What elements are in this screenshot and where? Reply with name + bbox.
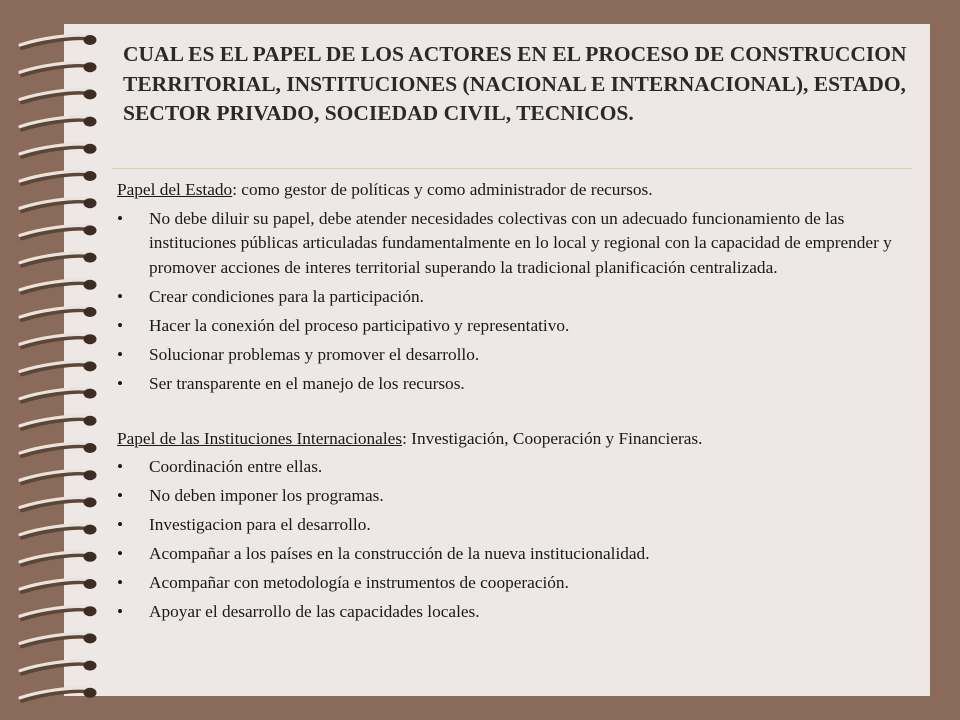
spiral-ring bbox=[20, 307, 97, 320]
spiral-ring bbox=[20, 606, 97, 619]
bullet-list-internacionales bbox=[117, 455, 917, 625]
spiral-ring bbox=[20, 171, 97, 184]
spiral-ring bbox=[20, 334, 97, 347]
spiral-ring bbox=[20, 144, 97, 157]
bullet-item: • Ser transparente en el manejo de los recursos. bbox=[117, 372, 917, 397]
spiral-ring bbox=[20, 661, 97, 674]
bullet-item: • Acompañar a los países en la construcción de la nueva institucionalidad. bbox=[117, 542, 917, 567]
spiral-ring bbox=[20, 470, 97, 483]
spiral-ring bbox=[20, 497, 97, 510]
spiral-ring bbox=[20, 62, 97, 75]
slide-title: CUAL ES EL PAPEL DE LOS ACTORES EN EL PROCESO DE CONSTRUCCION TERRITORIAL, INSTITUCIONES (NACIONAL E INTERNACIONAL), ESTADO, SECTOR PRIVADO, SOCIEDAD CIVIL, TECNICOS. bbox=[123, 42, 907, 125]
title-divider bbox=[112, 168, 912, 169]
section-heading-internacionales bbox=[117, 427, 917, 452]
spiral-ring bbox=[20, 443, 97, 456]
spiral-ring bbox=[20, 253, 97, 266]
spiral-ring bbox=[20, 688, 97, 701]
section-heading-label: Papel del Estado bbox=[117, 180, 233, 199]
spiral-ring bbox=[20, 525, 97, 538]
bullet-item: • Crear condiciones para la participación. bbox=[117, 285, 917, 310]
bullet-item: • Acompañar con metodología e instrumentos de cooperación. bbox=[117, 571, 917, 596]
spiral-ring bbox=[20, 225, 97, 238]
bullet-item: • Solucionar problemas y promover el desarrollo. bbox=[117, 343, 917, 368]
spiral-ring bbox=[20, 35, 97, 48]
spiral-ring bbox=[20, 89, 97, 102]
section-heading-text: : Investigación, Cooperación y Financieras. bbox=[402, 428, 703, 448]
bullet-item: • Investigacion para el desarrollo. bbox=[117, 513, 917, 538]
spiral-ring bbox=[20, 389, 97, 402]
bullet-item: • Hacer la conexión del proceso participativo y representativo. bbox=[117, 314, 917, 339]
spiral-ring bbox=[20, 198, 97, 211]
bullet-item: • No debe diluir su papel, debe atender necesidades colectivas con un adecuado funcionamiento de las instituciones públicas articuladas fundamentalmente en lo local y regional con la capacidad de emprender y promover acciones de interes territorial superando la tradicional planificación centralizada. bbox=[117, 207, 917, 281]
slide-body bbox=[117, 178, 917, 629]
bullet-item: • Coordinación entre ellas. bbox=[117, 455, 917, 480]
section-heading-estado bbox=[117, 178, 917, 203]
section-heading-label: Papel de las Instituciones Internacionales bbox=[117, 428, 403, 448]
bullet-list-estado bbox=[117, 207, 917, 397]
spiral-ring bbox=[20, 117, 97, 130]
spiral-ring bbox=[20, 552, 97, 565]
spiral-ring bbox=[20, 361, 97, 374]
spiral-ring bbox=[20, 633, 97, 646]
spiral-binding bbox=[0, 0, 120, 720]
spiral-ring bbox=[20, 416, 97, 429]
bullet-item: • Apoyar el desarrollo de las capacidades locales. bbox=[117, 600, 917, 625]
spiral-ring bbox=[20, 579, 97, 592]
bullet-item: • No deben imponer los programas. bbox=[117, 484, 917, 509]
section-heading-text: : como gestor de políticas y como administrador de recursos. bbox=[232, 180, 653, 199]
section-spacer bbox=[117, 401, 917, 427]
spiral-ring bbox=[20, 280, 97, 293]
